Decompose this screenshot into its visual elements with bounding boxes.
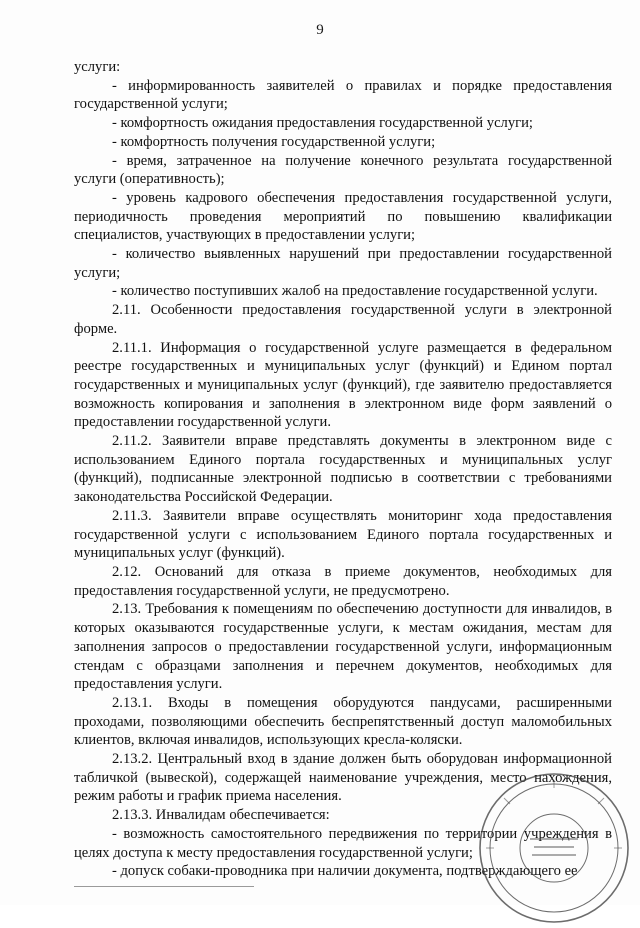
page-number: 9: [316, 22, 324, 38]
paragraph: услуги:: [74, 59, 121, 75]
paragraph: 2.13.2. Центральный вход в здание должен быть оборудован информационной табличкой (вывеской), содержащей наименование учреждения, место нахождения, режим работы и график приема населения.: [74, 751, 612, 805]
paragraph: 2.11.2. Заявители вправе представлять документы в электронном виде с использованием Единого портала государственных и муниципальных услуг (функций), подписанные электронной подписью в соответствии с требованиями законодательства Российской Федерации.: [74, 433, 612, 506]
paragraph: 2.13. Требования к помещениям по обеспечению доступности для инвалидов, в которых оказываются государственные услуги, к местам ожидания, местам для заполнения запросов о предоставлении государственной услуги, информационным стендам с образцами заполнения и перечнем документов, необходимых для предоставления услуги.: [74, 601, 612, 693]
paragraph: - количество выявленных нарушений при предоставлении государственной услуги;: [74, 246, 612, 281]
paragraph: - количество поступивших жалоб на предоставление государственной услуги.: [112, 283, 598, 300]
paragraph: - время, затраченное на получение конечного результата государственной услуги (оперативность);: [74, 152, 612, 188]
document-body: [74, 58, 612, 881]
paragraph: - комфортность получения государственной услуги;: [112, 133, 436, 150]
paragraph: 2.12. Оснований для отказа в приеме документов, необходимых для предоставления государственной услуги, не предусмотрено.: [74, 563, 612, 599]
paragraph: - комфортность ожидания предоставления государственной услуги;: [112, 115, 533, 132]
paragraph: 2.11.1. Информация о государственной услуге размещается в федеральном реестре государственных и муниципальных услуг (функций) и Едином портал государственных и муниципальных услуг (функций), где заявителю предоставляется возможность копирования и заполнения в электронном виде форм заявлений о предоставлении государственной услуги.: [74, 339, 612, 431]
paragraph: - возможность самостоятельного передвижения по территории учреждения в целях доступа к месту предоставления государственной услуги;: [74, 825, 612, 861]
paragraph: 2.11.3. Заявители вправе осуществлять мониторинг хода предоставления государственной услуги с использованием Единого портала государственных и муниципальных услуг (функций).: [74, 507, 612, 562]
paragraph: - уровень кадрового обеспечения предоставления государственной услуги, периодичность проведения мероприятий по повышению квалификации специалистов, участвующих в предоставлении услуги;: [74, 189, 612, 244]
paragraph: 2.13.3. Инвалидам обеспечивается:: [112, 807, 330, 824]
paragraph: - информированность заявителей о правилах и порядке предоставления государственной услуги;: [74, 77, 612, 113]
section-heading: 2.11. Особенности предоставления государственной услуги в электронной форме.: [74, 302, 612, 337]
official-seal-stamp: [474, 768, 634, 928]
paragraph: - допуск собаки-проводника при наличии документа, подтверждающего ее: [112, 863, 578, 880]
footer-divider: [74, 886, 254, 887]
paragraph: 2.13.1. Входы в помещения оборудуются пандусами, расширенными проходами, позволяющими обеспечить беспрепятственный доступ маломобильных клиентов, включая инвалидов, использующих кресла-коляски.: [74, 694, 612, 749]
